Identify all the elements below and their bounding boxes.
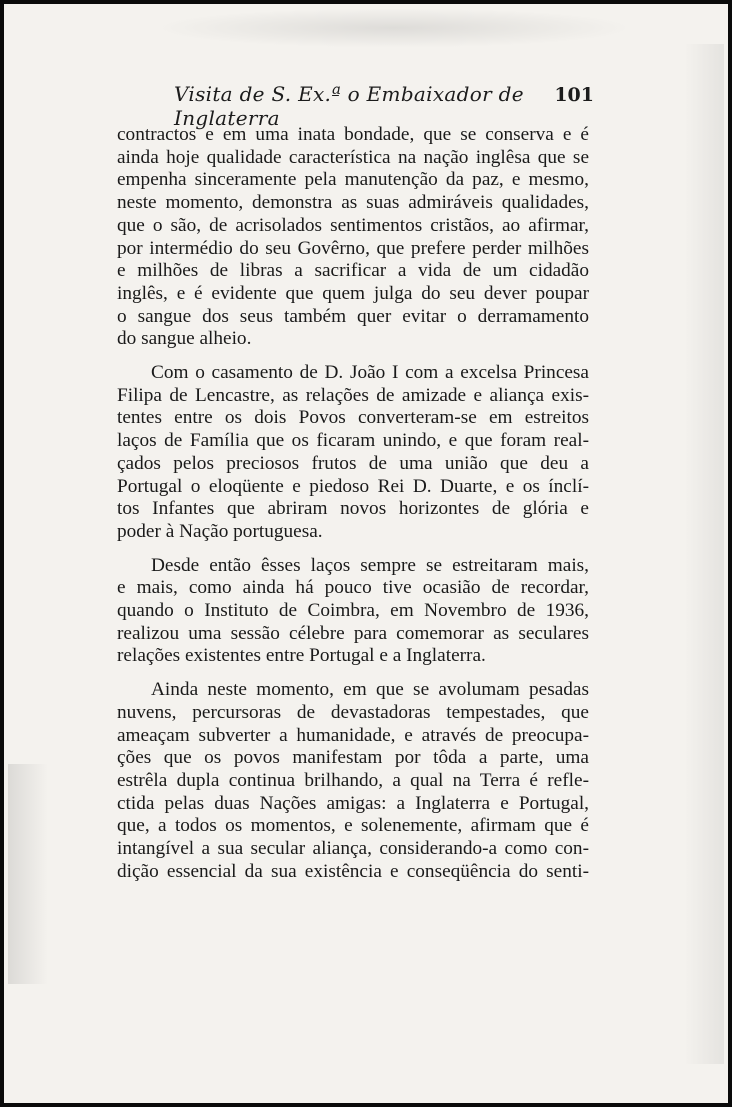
paragraph-gap bbox=[117, 668, 589, 679]
text-line: e mais, como ainda há pouco tive ocasião de recordar, bbox=[117, 577, 589, 599]
text-line: estrêla dupla continua brilhando, a qual na Terra é refle- bbox=[117, 769, 589, 791]
text-line: quando o Instituto de Coimbra, em Novembro de 1936, bbox=[117, 600, 589, 622]
text-line: por intermédio do seu Govêrno, que prefere perder milhões bbox=[117, 237, 589, 259]
text-line: que o são, de acrisolados sentimentos cristãos, ao afirmar, bbox=[117, 214, 589, 236]
text-line: nuvens, percursoras de devastadoras tempestades, que bbox=[117, 701, 589, 723]
text-line: neste momento, demonstra as suas admiráveis qualidades, bbox=[117, 192, 589, 214]
scan-shadow-right bbox=[684, 44, 724, 1064]
text-line: Ainda neste momento, em que se avolumam pesadas bbox=[151, 679, 589, 701]
text-line: e milhões de libras a sacrificar a vida de um cidadão bbox=[117, 260, 589, 282]
text-line: Portugal o eloqüente e piedoso Rei D. Duarte, e os ínclí- bbox=[117, 475, 589, 497]
scan-shadow-left bbox=[8, 764, 48, 984]
text-line: Com o casamento de D. João I com a excelsa Princesa bbox=[151, 362, 589, 384]
text-line: empenha sinceramente pela manutenção da paz, e mesmo, bbox=[117, 169, 589, 191]
text-line: Desde então êsses laços sempre se estreitaram mais, bbox=[151, 554, 589, 576]
text-line: que, a todos os momentos, e solenemente, afirmam que é bbox=[117, 815, 589, 837]
paragraph-gap bbox=[117, 544, 589, 555]
text-line: çados pelos preciosos frutos de uma união que deu a bbox=[117, 452, 589, 474]
text-line: o sangue dos seus também quer evitar o derramamento bbox=[117, 305, 589, 327]
text-line: do sangue alheio. bbox=[117, 328, 252, 350]
body-text bbox=[117, 124, 589, 884]
text-line: tos Infantes que abriram novos horizontes de glória e bbox=[117, 498, 589, 520]
scan-shadow-top bbox=[154, 8, 634, 48]
paragraph-gap bbox=[117, 351, 589, 362]
text-line: ções que os povos manifestam por tôda a parte, uma bbox=[117, 747, 589, 769]
text-line: ctida pelas duas Nações amigas: a Inglaterra e Portugal, bbox=[117, 792, 589, 814]
running-header bbox=[144, 74, 604, 130]
text-line: realizou uma sessão célebre para comemorar as seculares bbox=[117, 622, 589, 644]
text-line: tentes entre os dois Povos converteram-se em estreitos bbox=[117, 407, 589, 429]
text-line: intangível a sua secular aliança, considerando-a como con- bbox=[117, 838, 589, 860]
paragraph-2 bbox=[117, 362, 589, 544]
paragraph-4 bbox=[117, 679, 589, 883]
text-line: Filipa de Lencastre, as relações de amizade e aliança exis- bbox=[117, 384, 589, 406]
text-line: inglês, e é evidente que quem julga do seu dever poupar bbox=[117, 282, 589, 304]
paragraph-3 bbox=[117, 555, 589, 669]
text-line: ameaçam subverter a humanidade, e através de preocupa- bbox=[117, 724, 589, 746]
page-number: 101 bbox=[554, 84, 594, 106]
text-line: contractos e em uma inata bondade, que se conserva e é bbox=[117, 124, 589, 145]
text-line: relações existentes entre Portugal e a Inglaterra. bbox=[117, 645, 486, 667]
paragraph-1 bbox=[117, 124, 589, 351]
text-line: laços de Família que os ficaram unindo, e que foram real- bbox=[117, 430, 589, 452]
text-line: poder à Nação portuguesa. bbox=[117, 520, 323, 542]
running-title: Visita de S. Ex.ª o Embaixador de Inglaterra bbox=[174, 82, 524, 130]
text-line: dição essencial da sua existência e conseqüência do senti- bbox=[117, 860, 589, 882]
text-line: ainda hoje qualidade característica na nação inglêsa que se bbox=[117, 146, 589, 168]
